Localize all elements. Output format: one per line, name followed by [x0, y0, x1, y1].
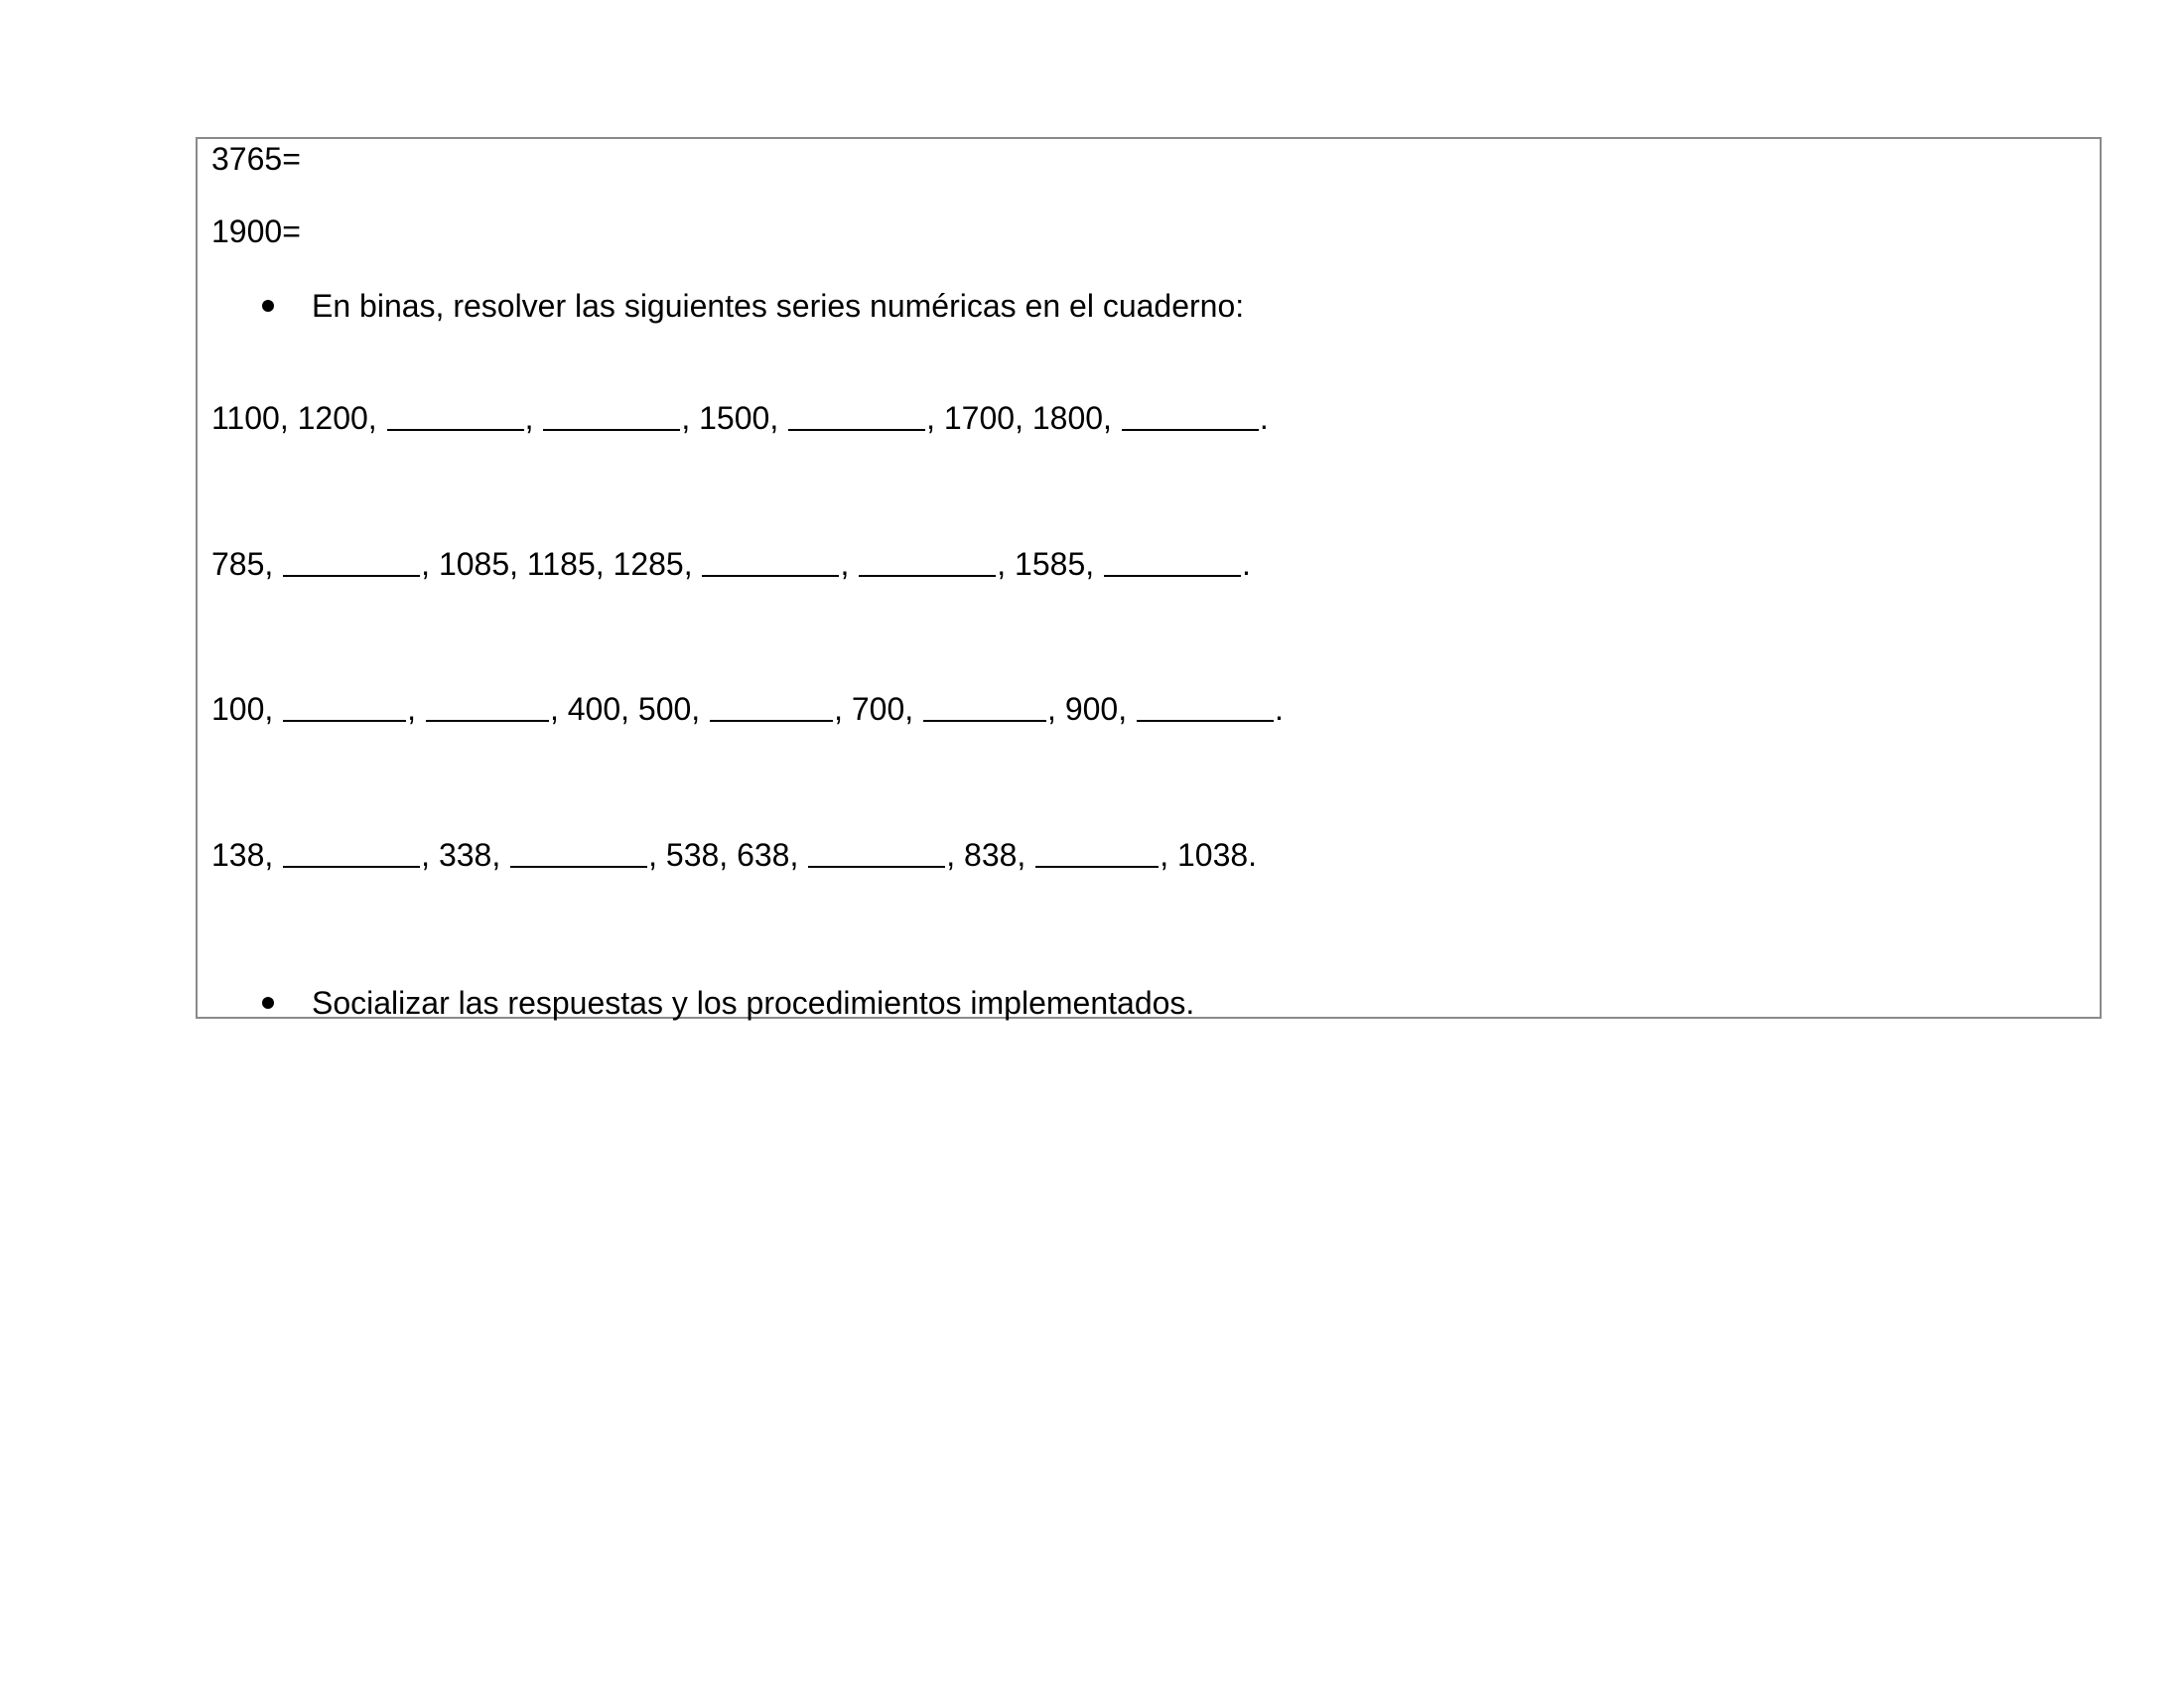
answer-blank[interactable] [923, 690, 1046, 722]
series-text: , [407, 691, 425, 727]
answer-blank[interactable] [426, 690, 549, 722]
answer-blank[interactable] [1104, 545, 1241, 577]
bullet-icon [262, 300, 274, 312]
equation-3765: 3765= [211, 141, 301, 177]
series-text: , 400, 500, [549, 691, 710, 727]
answer-blank[interactable] [808, 836, 945, 868]
series-text: , 1585, [997, 546, 1104, 582]
answer-blank[interactable] [387, 399, 524, 431]
answer-blank[interactable] [1035, 836, 1159, 868]
answer-blank[interactable] [283, 690, 406, 722]
series-text: . [1259, 400, 1269, 436]
number-series-1 [211, 397, 1269, 438]
number-series-4 [211, 834, 1257, 875]
number-series-2 [211, 543, 1251, 584]
series-text: , 900, [1047, 691, 1136, 727]
series-text: , 700, [834, 691, 923, 727]
series-text: , 1085, 1185, 1285, [421, 546, 702, 582]
series-text: 100, [211, 691, 283, 727]
number-series-3 [211, 688, 1284, 729]
series-text: , 1038. [1160, 837, 1258, 873]
answer-blank[interactable] [788, 399, 925, 431]
series-text: 785, [211, 546, 283, 582]
equation-1900: 1900= [211, 213, 301, 249]
series-text: 1100, 1200, [211, 400, 386, 436]
answer-blank[interactable] [702, 545, 839, 577]
bullet-icon [262, 997, 274, 1009]
answer-blank[interactable] [283, 836, 420, 868]
answer-blank[interactable] [510, 836, 647, 868]
series-text: , 538, 638, [648, 837, 808, 873]
content-table-cell [196, 137, 2102, 1019]
answer-blank[interactable] [1122, 399, 1259, 431]
series-text: 138, [211, 837, 283, 873]
series-text: , 1500, [681, 400, 788, 436]
series-text: , [840, 546, 859, 582]
answer-blank[interactable] [710, 690, 833, 722]
series-text: , 838, [946, 837, 1035, 873]
series-text: . [1242, 546, 1251, 582]
bullet-text-closing: Socializar las respuestas y los procedimientos implementados. [312, 985, 1195, 1021]
answer-blank[interactable] [859, 545, 996, 577]
series-text: , [524, 400, 543, 436]
series-text: , 338, [421, 837, 510, 873]
answer-blank[interactable] [283, 545, 420, 577]
answer-blank[interactable] [543, 399, 680, 431]
series-text: . [1274, 691, 1284, 727]
answer-blank[interactable] [1137, 690, 1274, 722]
bullet-text-intro: En binas, resolver las siguientes series numéricas en el cuaderno: [312, 288, 1245, 324]
series-text: , 1700, 1800, [926, 400, 1121, 436]
